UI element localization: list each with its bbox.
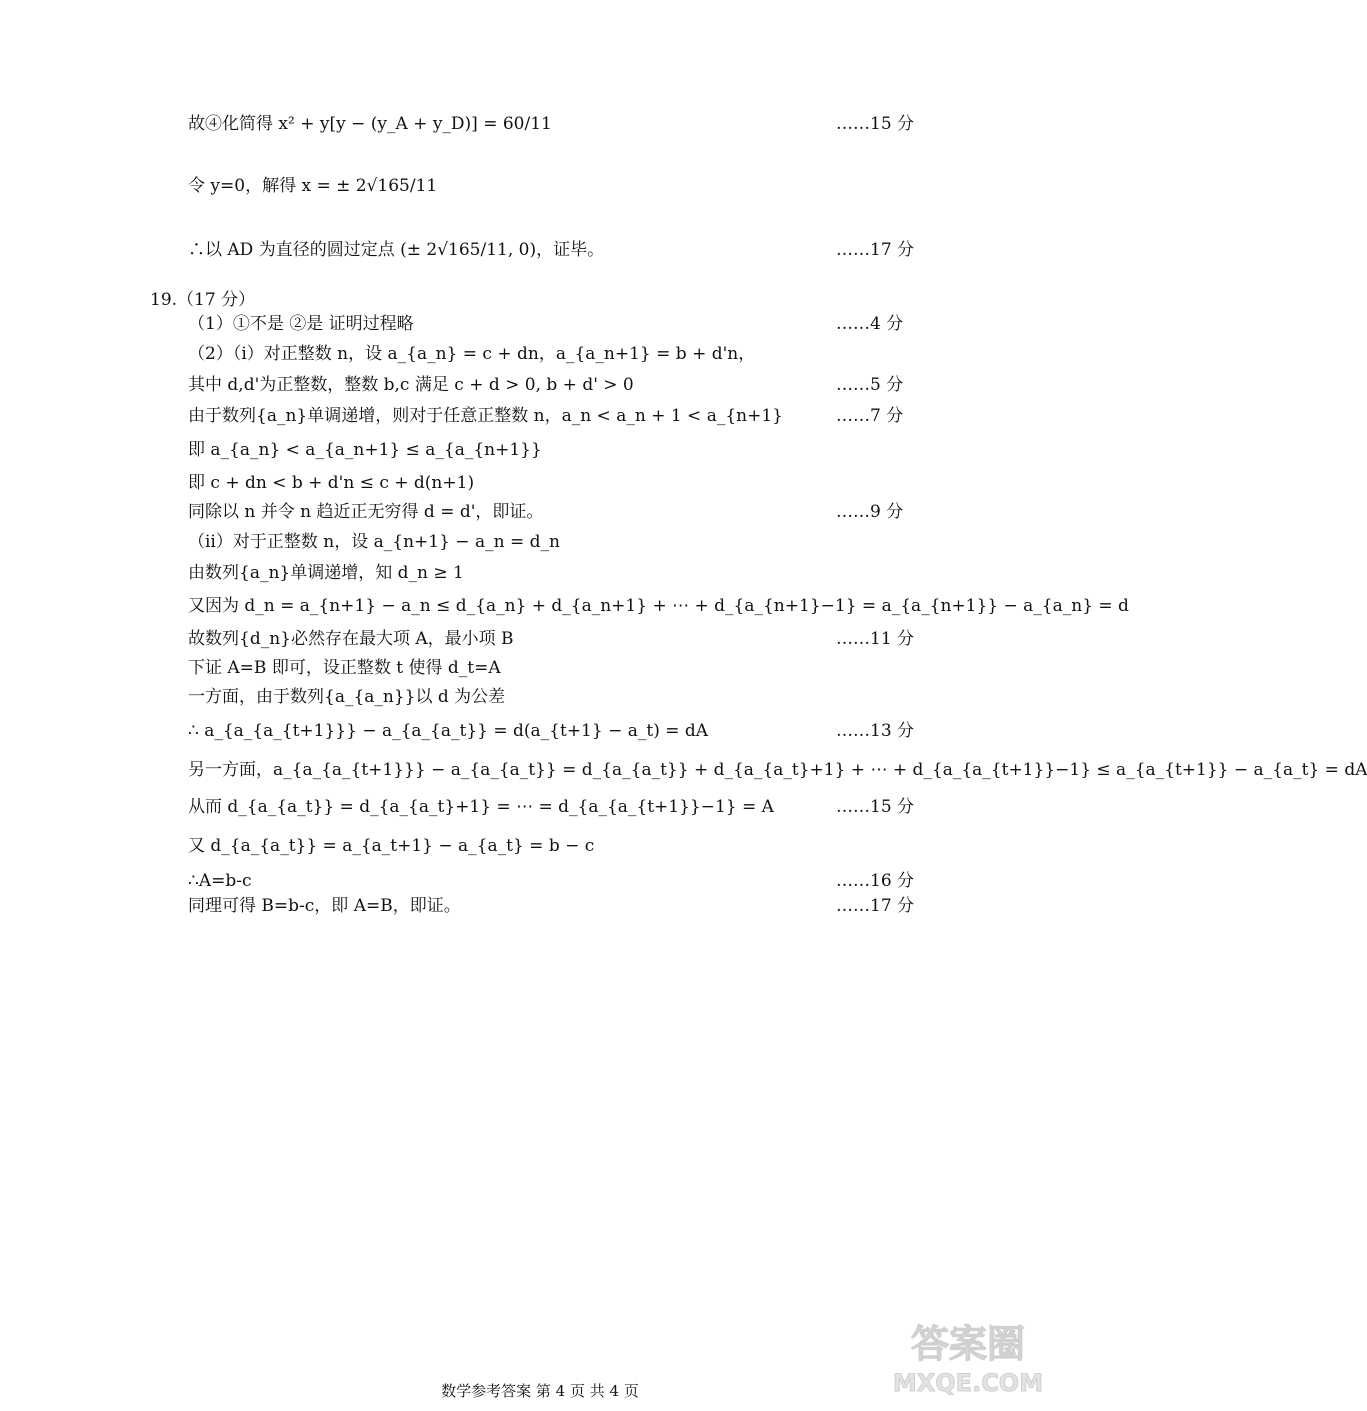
score-mark: ……15 分 <box>836 114 915 134</box>
watermark-bottom-text: MXQE.COM <box>892 1369 1044 1397</box>
answer-text: 即 c + dn < b + d'n ≤ c + d(n+1) <box>188 473 475 493</box>
watermark-top-text: 答案圈 <box>910 1322 1026 1366</box>
answer-text: 另一方面，a_{a_{a_{t+1}}} − a_{a_{a_t}} = d_{a_{a_t}} + d_{a_{a_t}+1} + ⋯ + d_{a_{a_{t+1}}−1} ≤ a_{a_{t+1}} − a_{a_t} = dA <box>188 760 1367 780</box>
score-mark: ……13 分 <box>836 721 915 741</box>
answer-text: 又 d_{a_{a_t}} = a_{a_t+1} − a_{a_t} = b − c <box>188 836 595 856</box>
answer-text: （ii）对于正整数 n，设 a_{n+1} − a_n = d_n <box>188 532 560 552</box>
answer-text: 由数列{a_n}单调递增，知 d_n ≥ 1 <box>188 563 464 583</box>
answer-text: ∴A=b-c <box>188 871 252 891</box>
answer-text: （2）（i）对正整数 n，设 a_{a_n} = c + dn，a_{a_n+1} = b + d'n， <box>188 344 756 364</box>
score-mark: ……17 分 <box>836 896 915 916</box>
answer-text: 即 a_{a_n} < a_{a_n+1} ≤ a_{a_{n+1}} <box>188 440 542 460</box>
answer-text: 下证 A=B 即可，设正整数 t 使得 d_t=A <box>188 658 501 678</box>
answer-text: 又因为 d_n = a_{n+1} − a_n ≤ d_{a_n} + d_{a_n+1} + ⋯ + d_{a_{n+1}−1} = a_{a_{n+1}} − a_{a_n} = d <box>188 596 1129 616</box>
answer-text: 故④化简得 x² + y[y − (y_A + y_D)] = 60/11 <box>188 114 552 134</box>
answer-text: （1）①不是 ②是 证明过程略 <box>188 314 414 334</box>
answer-text: ∴ a_{a_{a_{t+1}}} − a_{a_{a_t}} = d(a_{t+1} − a_t) = dA <box>188 721 709 741</box>
answer-text: 同理可得 B=b-c，即 A=B，即证。 <box>188 896 461 916</box>
page-footer: 数学参考答案 第 4 页 共 4 页 <box>441 1382 639 1400</box>
answer-text: 令 y=0，解得 x = ± 2√165/11 <box>188 176 438 196</box>
answer-text: 一方面，由于数列{a_{a_n}}以 d 为公差 <box>188 687 506 707</box>
score-mark: ……15 分 <box>836 797 915 817</box>
score-mark: ……17 分 <box>836 240 915 260</box>
answer-text: ∴以 AD 为直径的圆过定点 (± 2√165/11, 0)，证毕。 <box>188 240 605 260</box>
question-number: 19.（17 分） <box>150 290 256 310</box>
answer-text: 其中 d,d'为正整数，整数 b,c 满足 c + d > 0, b + d' > 0 <box>188 375 634 395</box>
score-mark: ……4 分 <box>836 314 904 334</box>
answer-text: 由于数列{a_n}单调递增，则对于任意正整数 n，a_n < a_n + 1 < a_{n+1} <box>188 406 783 426</box>
answer-text: 故数列{d_n}必然存在最大项 A，最小项 B <box>188 629 514 649</box>
score-mark: ……16 分 <box>836 871 915 891</box>
score-mark: ……9 分 <box>836 502 904 522</box>
answer-text: 从而 d_{a_{a_t}} = d_{a_{a_t}+1} = ⋯ = d_{a_{a_{t+1}}−1} = A <box>188 797 774 817</box>
score-mark: ……5 分 <box>836 375 904 395</box>
answer-text: 同除以 n 并令 n 趋近正无穷得 d = d'，即证。 <box>188 502 544 522</box>
score-mark: ……7 分 <box>836 406 904 426</box>
score-mark: ……11 分 <box>836 629 915 649</box>
